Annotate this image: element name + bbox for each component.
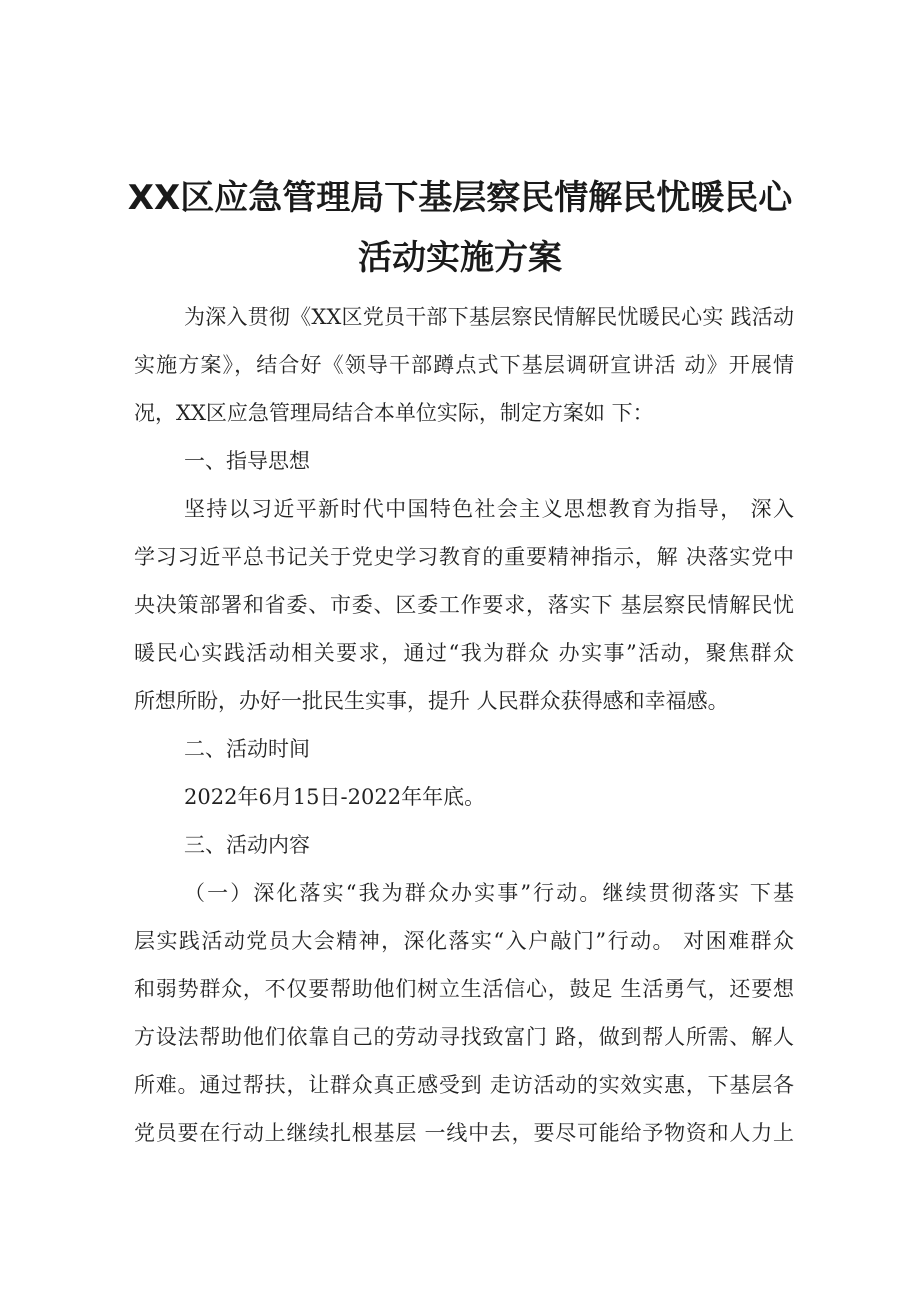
paragraph-intro-line: 况，XX区应急管理局结合本单位实际，制定方案如 下： [134,401,654,425]
document-title-line-2: 活动实施方案 [358,238,562,278]
paragraph-content-line: 所难。通过帮扶，让群众真正感受到 走访活动的实效实惠，下基层各 [134,1073,794,1097]
paragraph-guiding-line: 暖民心实践活动相关要求，通过“我为群众 办实事”活动，聚焦群众 [134,641,794,665]
paragraph-content-line: 和弱势群众，不仅要帮助他们树立生活信心，鼓足 生活勇气，还要想 [134,977,794,1001]
paragraph-content-line: （一）深化落实“我为群众办实事”行动。继续贯彻落实 下基 [184,881,794,905]
document-title-line-1: XX区应急管理局下基层察民情解民忧暖民心 [127,178,793,218]
paragraph-content-line: 党员要在行动上继续扎根基层 一线中去，要尽可能给予物资和人力上 [134,1121,794,1145]
section-heading-guiding-ideology: 一、指导思想 [184,449,310,473]
paragraph-intro-line: 为深入贯彻《XX区党员干部下基层察民情解民忧暖民心实 践活动 [184,305,794,329]
paragraph-guiding-line: 所想所盼，办好一批民生实事，提升 人民群众获得感和幸福感。 [134,689,729,713]
paragraph-content-line: 层实践活动党员大会精神，深化落实“入户敲门”行动。 对困难群众 [134,929,794,953]
paragraph-intro-line: 实施方案》，结合好《领导干部蹲点式下基层调研宣讲活 动》开展情 [134,353,794,377]
paragraph-content-line: 方设法帮助他们依靠自己的劳动寻找致富门 路，做到帮人所需、解人 [134,1025,794,1049]
section-heading-activity-time: 二、活动时间 [184,737,310,761]
activity-time-value: 2022年6月15日-2022年年底。 [184,785,486,809]
paragraph-guiding-line: 学习习近平总书记关于党史学习教育的重要精神指示，解 决落实党中 [134,545,794,569]
paragraph-guiding-line: 央决策部署和省委、市委、区委工作要求，落实下 基层察民情解民忧 [134,593,794,617]
section-heading-activity-content: 三、活动内容 [184,833,310,857]
paragraph-guiding-line: 坚持以习近平新时代中国特色社会主义思想教育为指导， 深入 [184,497,794,521]
